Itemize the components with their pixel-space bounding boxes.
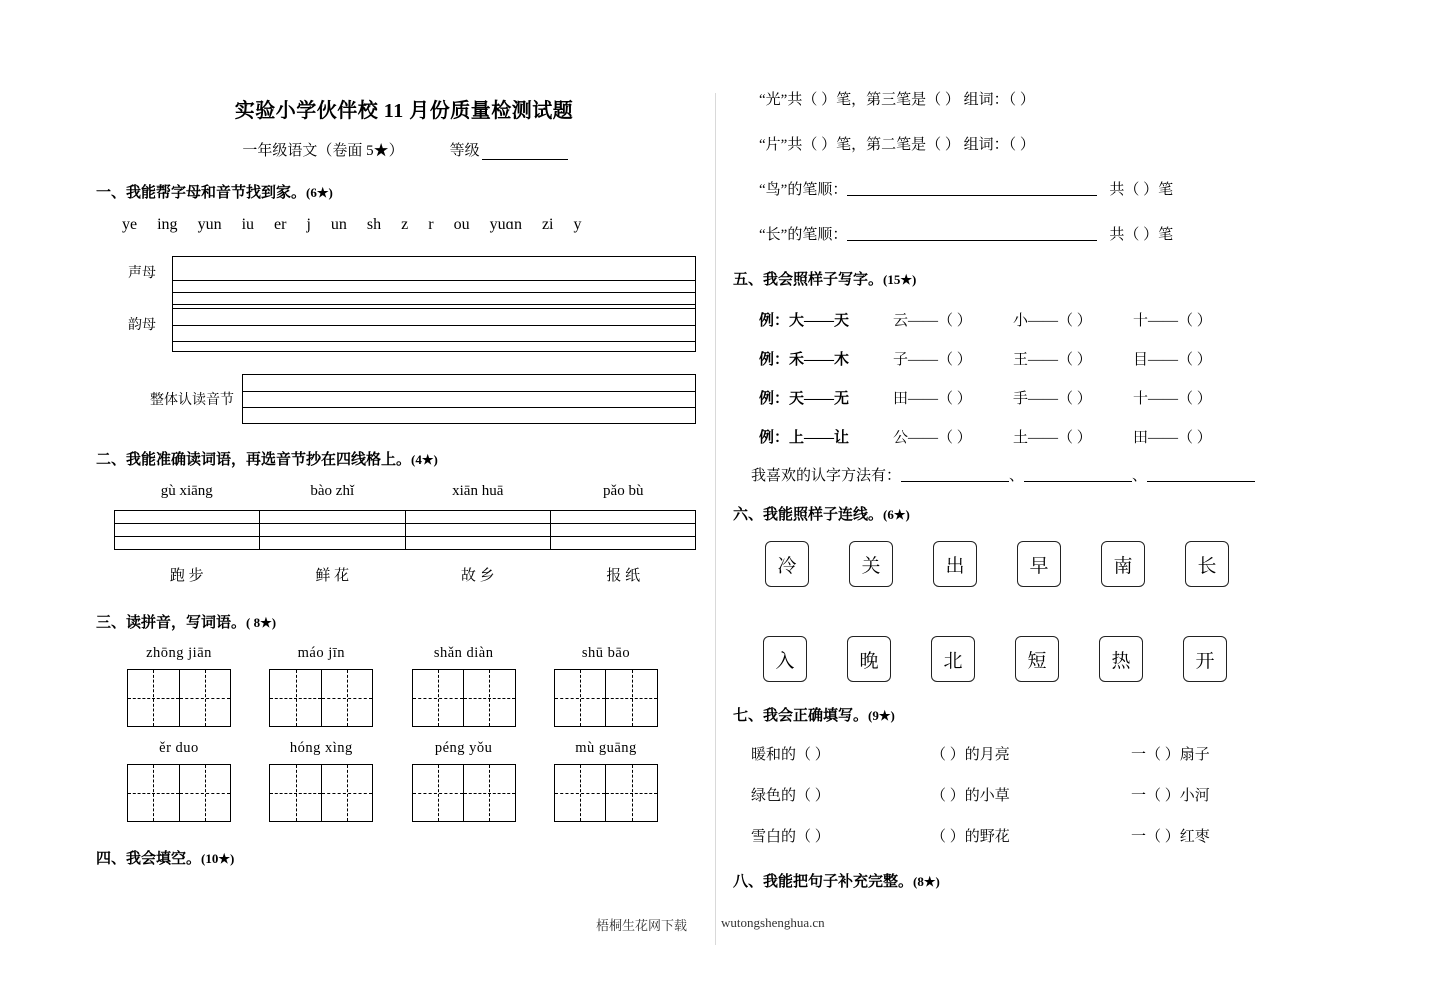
fill-cell-b[interactable]: （ ）的小草 — [931, 788, 1010, 804]
match-char-box[interactable]: 长 — [1185, 541, 1229, 587]
grid-cell[interactable] — [406, 511, 551, 549]
match-char-box[interactable]: 晚 — [847, 636, 891, 682]
example-item[interactable]: 公——（ ） — [893, 430, 972, 446]
word-cell: 鲜 花 — [315, 568, 350, 584]
grid-cell[interactable] — [260, 511, 405, 549]
tianzige-cell[interactable] — [322, 670, 373, 726]
section-8-heading — [733, 870, 1373, 891]
writing-line[interactable] — [551, 537, 695, 549]
favorite-blank[interactable] — [1024, 467, 1132, 482]
tianzige-cell[interactable] — [180, 765, 231, 821]
pinyin-item: zi — [541, 216, 554, 233]
example-label: 例：大——天 — [759, 313, 850, 329]
word-cell: 报 纸 — [606, 568, 641, 584]
section-6 — [733, 503, 1373, 682]
writing-line[interactable] — [173, 293, 695, 305]
section-6-points: (6★) — [883, 507, 910, 522]
section-6-heading — [733, 503, 1373, 524]
writing-line[interactable] — [173, 281, 695, 293]
section-2-pinyin-row — [114, 483, 696, 500]
tianzige-cell[interactable] — [606, 765, 657, 821]
tianzige-item — [120, 740, 238, 822]
writing-line[interactable] — [260, 511, 404, 524]
example-item[interactable]: 十——（ ） — [1133, 313, 1212, 329]
writing-line[interactable] — [243, 392, 695, 408]
tianzige-cell[interactable] — [322, 765, 373, 821]
match-char-box[interactable]: 入 — [763, 636, 807, 682]
section-4-heading — [96, 847, 696, 868]
stroke-order-blank[interactable] — [847, 181, 1097, 196]
example-item[interactable]: 目——（ ） — [1133, 352, 1212, 368]
fill-cell-c[interactable]: 一（ ）红枣 — [1131, 829, 1210, 845]
pinyin-cell: xiān huā — [452, 483, 504, 499]
pinyin-item: ou — [453, 216, 470, 233]
example-row — [759, 348, 1373, 369]
tianzige-pinyin: zhōng jiān — [146, 645, 212, 661]
pinyin-item: j — [306, 216, 311, 233]
fill-cell-a[interactable]: 绿色的（ ） — [751, 788, 830, 804]
stroke-order-prefix: “鸟”的笔顺： — [759, 182, 848, 198]
tianzige-cell[interactable] — [606, 670, 657, 726]
tianzige-item — [547, 740, 665, 822]
stroke-order-line[interactable] — [759, 223, 1373, 244]
match-row-bottom — [763, 636, 1373, 682]
shengmu-yunmu-block — [96, 256, 696, 352]
tianzige-cell[interactable] — [464, 765, 515, 821]
tianzige-box[interactable] — [412, 669, 516, 727]
fill-row — [751, 825, 1373, 846]
writing-line[interactable] — [406, 524, 550, 537]
stroke-order-blank[interactable] — [847, 226, 1097, 241]
pinyin-cell: pǎo bù — [603, 483, 644, 499]
tianzige-cell[interactable] — [413, 670, 465, 726]
section-3-title: 三、读拼音，写词语。 — [96, 615, 247, 631]
tianzige-item — [547, 645, 665, 727]
tianzige-cell[interactable] — [464, 670, 515, 726]
page-title: 实验小学伙伴校 11 月份质量检测试题 — [234, 100, 574, 122]
example-row — [759, 309, 1373, 330]
writing-line[interactable] — [243, 375, 695, 392]
section-3 — [96, 611, 696, 822]
writing-line[interactable] — [115, 511, 259, 524]
pinyin-item: z — [401, 216, 409, 233]
example-label: 例：上——让 — [759, 430, 850, 446]
grade-blank[interactable] — [482, 144, 568, 160]
tianzige-item — [405, 645, 523, 727]
writing-line[interactable] — [406, 511, 550, 524]
tianzige-pinyin: hóng xìng — [289, 740, 353, 756]
tianzige-pinyin: máo jīn — [297, 645, 346, 661]
stroke-question-line[interactable]: “光”共（ ）笔，第三笔是（ ） 组词：（ ） — [759, 92, 1035, 108]
section-1 — [96, 181, 696, 424]
pinyin-item: er — [274, 216, 287, 233]
fill-row — [751, 743, 1373, 764]
section-1-title: 一、我能帮字母和音节找到家。 — [96, 185, 307, 201]
tianzige-row-1 — [120, 645, 665, 727]
favorite-sep: 、 — [1132, 468, 1148, 484]
tianzige-cell[interactable] — [270, 670, 322, 726]
grid-cell[interactable] — [115, 511, 260, 549]
tianzige-box[interactable] — [554, 764, 658, 822]
label-shengmu: 声母 — [128, 266, 156, 281]
pinyin-cell: bào zhǐ — [310, 483, 355, 499]
tianzige-pinyin: shǎn diàn — [433, 645, 494, 661]
section-2-title: 二、我能准确读词语，再选音节抄在四线格上。 — [96, 452, 412, 468]
writing-line[interactable] — [243, 408, 695, 423]
tianzige-pinyin: ěr duo — [159, 740, 199, 756]
footer-watermark — [596, 915, 825, 934]
favorite-method-line[interactable] — [751, 464, 1373, 485]
writing-line[interactable] — [115, 537, 259, 549]
subject-label: 一年级语文（卷面 5★） — [242, 143, 404, 159]
grade-field — [450, 139, 568, 160]
section-5-points: (15★) — [883, 272, 917, 287]
section-5-title: 五、我会照样子写字。 — [733, 272, 884, 288]
writing-line[interactable] — [173, 342, 695, 356]
right-column — [733, 88, 1373, 891]
section-2-heading — [96, 448, 696, 469]
example-item[interactable]: 小——（ ） — [1013, 313, 1092, 329]
tianzige-row-2 — [120, 740, 665, 822]
stroke-order-prefix: “长”的笔顺： — [759, 227, 848, 243]
example-item[interactable]: 手——（ ） — [1013, 391, 1092, 407]
section-4-title: 四、我会填空。 — [96, 851, 202, 867]
match-char-box[interactable]: 关 — [849, 541, 893, 587]
tianzige-item — [262, 645, 380, 727]
label-yunmu: 韵母 — [128, 318, 156, 333]
section-2 — [96, 448, 696, 585]
section-4 — [96, 847, 696, 868]
writing-line[interactable] — [551, 511, 695, 524]
tianzige-pinyin: shū bāo — [581, 645, 631, 661]
stroke-order-suffix: 共（ ）笔 — [1109, 182, 1174, 198]
pinyin-item: un — [330, 216, 347, 233]
fill-row — [751, 784, 1373, 805]
example-row — [759, 426, 1373, 447]
tianzige-pinyin: péng yǒu — [434, 740, 493, 756]
fill-cell-a[interactable]: 雪白的（ ） — [751, 829, 830, 845]
example-row — [759, 387, 1373, 408]
example-item[interactable]: 土——（ ） — [1013, 430, 1092, 446]
favorite-blank[interactable] — [1147, 467, 1255, 482]
section-5-heading — [733, 268, 1373, 289]
section-7-title: 七、我会正确填写。 — [733, 708, 869, 724]
tianzige-cell[interactable] — [180, 670, 231, 726]
tianzige-cell[interactable] — [555, 670, 607, 726]
writing-line[interactable] — [115, 524, 259, 537]
match-char-box[interactable]: 短 — [1015, 636, 1059, 682]
pinyin-item: sh — [366, 216, 382, 233]
match-char-box[interactable]: 早 — [1017, 541, 1061, 587]
label-zhengti-renduyinjie: 整体认读音节 — [150, 393, 234, 408]
section-5 — [733, 268, 1373, 485]
section-1-points: (6★) — [306, 185, 333, 200]
tianzige-box[interactable] — [412, 764, 516, 822]
shengmu-yunmu-writing-box[interactable] — [172, 256, 696, 352]
tianzige-item — [120, 645, 238, 727]
tianzige-box[interactable] — [127, 764, 231, 822]
section-4-points: (10★) — [201, 851, 235, 866]
example-item[interactable]: 王——（ ） — [1013, 352, 1092, 368]
section-7-heading — [733, 704, 1373, 725]
section-8-points: (8★) — [913, 874, 940, 889]
tianzige-cell[interactable] — [128, 765, 180, 821]
match-row-top — [765, 541, 1373, 587]
fill-cell-a[interactable]: 暖和的（ ） — [751, 747, 830, 763]
writing-line[interactable] — [406, 537, 550, 549]
section-3-heading — [96, 611, 696, 632]
favorite-sep: 、 — [1009, 468, 1025, 484]
sm-ym-labels — [96, 256, 172, 352]
section-8-title: 八、我能把句子补充完整。 — [733, 874, 914, 890]
tianzige-box[interactable] — [269, 764, 373, 822]
pinyin-item: iu — [241, 216, 255, 233]
pinyin-item: ing — [157, 216, 178, 233]
match-char-box[interactable]: 开 — [1183, 636, 1227, 682]
example-item[interactable]: 十——（ ） — [1133, 391, 1212, 407]
four-line-grid-table[interactable] — [114, 510, 696, 550]
writing-line[interactable] — [173, 309, 695, 326]
fill-cell-c[interactable]: 一（ ）扇子 — [1131, 747, 1210, 763]
section-4-content — [733, 88, 1373, 244]
example-item[interactable]: 田——（ ） — [1133, 430, 1212, 446]
footer-site-url: wutongshenghua.cn — [721, 915, 825, 930]
match-char-box[interactable]: 北 — [931, 636, 975, 682]
column-divider — [715, 93, 716, 945]
section-2-points: (4★) — [411, 452, 438, 467]
zhengti-block — [96, 374, 696, 424]
match-char-box[interactable]: 南 — [1101, 541, 1145, 587]
tianzige-cell[interactable] — [555, 765, 607, 821]
subtitle-row — [96, 139, 696, 160]
section-3-points: ( 8★) — [246, 615, 277, 630]
pinyin-item: yun — [197, 216, 222, 233]
word-cell: 跑 步 — [169, 568, 204, 584]
section-7-points: (9★) — [868, 708, 895, 723]
example-label: 例：天——无 — [759, 391, 850, 407]
tianzige-box[interactable] — [554, 669, 658, 727]
footer-site-name: 梧桐生花网下载 — [596, 918, 688, 933]
tianzige-cell[interactable] — [128, 670, 180, 726]
writing-line[interactable] — [173, 326, 695, 342]
section-6-title: 六、我能照样子连线。 — [733, 507, 884, 523]
favorite-method-label: 我喜欢的认字方法有： — [751, 468, 902, 484]
fill-cell-b[interactable]: （ ）的野花 — [931, 829, 1010, 845]
example-label: 例：禾——木 — [759, 352, 850, 368]
pinyin-item: r — [428, 216, 434, 233]
example-item[interactable]: 云——（ ） — [893, 313, 972, 329]
stroke-question-line[interactable]: “片”共（ ）笔，第二笔是（ ） 组词：（ ） — [759, 137, 1035, 153]
stroke-order-line[interactable] — [759, 178, 1373, 199]
match-char-box[interactable]: 冷 — [765, 541, 809, 587]
section-7 — [733, 704, 1373, 846]
example-item[interactable]: 子——（ ） — [893, 352, 972, 368]
section-1-heading — [96, 181, 696, 202]
pinyin-item: y — [573, 216, 582, 233]
example-item[interactable]: 田——（ ） — [893, 391, 972, 407]
section-8 — [733, 870, 1373, 891]
word-cell: 故 乡 — [460, 568, 495, 584]
stroke-order-suffix: 共（ ）笔 — [1109, 227, 1174, 243]
fill-cell-b[interactable]: （ ）的月亮 — [931, 747, 1010, 763]
tianzige-box[interactable] — [127, 669, 231, 727]
tianzige-cell[interactable] — [270, 765, 322, 821]
fill-cell-c[interactable]: 一（ ）小河 — [1131, 788, 1210, 804]
pinyin-bank — [122, 216, 696, 234]
tianzige-cell[interactable] — [413, 765, 465, 821]
section-2-word-row — [114, 564, 696, 585]
writing-line[interactable] — [260, 524, 404, 537]
left-column — [96, 78, 696, 868]
writing-line[interactable] — [551, 524, 695, 537]
favorite-blank[interactable] — [901, 467, 1009, 482]
tianzige-pinyin: mù guāng — [575, 740, 637, 756]
tianzige-item — [405, 740, 523, 822]
match-char-box[interactable]: 热 — [1099, 636, 1143, 682]
zhengti-writing-box[interactable] — [242, 374, 696, 424]
match-char-box[interactable]: 出 — [933, 541, 977, 587]
pinyin-cell: gù xiāng — [160, 483, 213, 499]
grid-cell[interactable] — [551, 511, 695, 549]
tianzige-item — [262, 740, 380, 822]
pinyin-item: yuɑn — [489, 216, 522, 233]
writing-line[interactable] — [173, 257, 695, 281]
tianzige-box[interactable] — [269, 669, 373, 727]
grade-label: 等级 — [449, 143, 480, 159]
writing-line[interactable] — [260, 537, 404, 549]
pinyin-item: ye — [122, 216, 138, 233]
